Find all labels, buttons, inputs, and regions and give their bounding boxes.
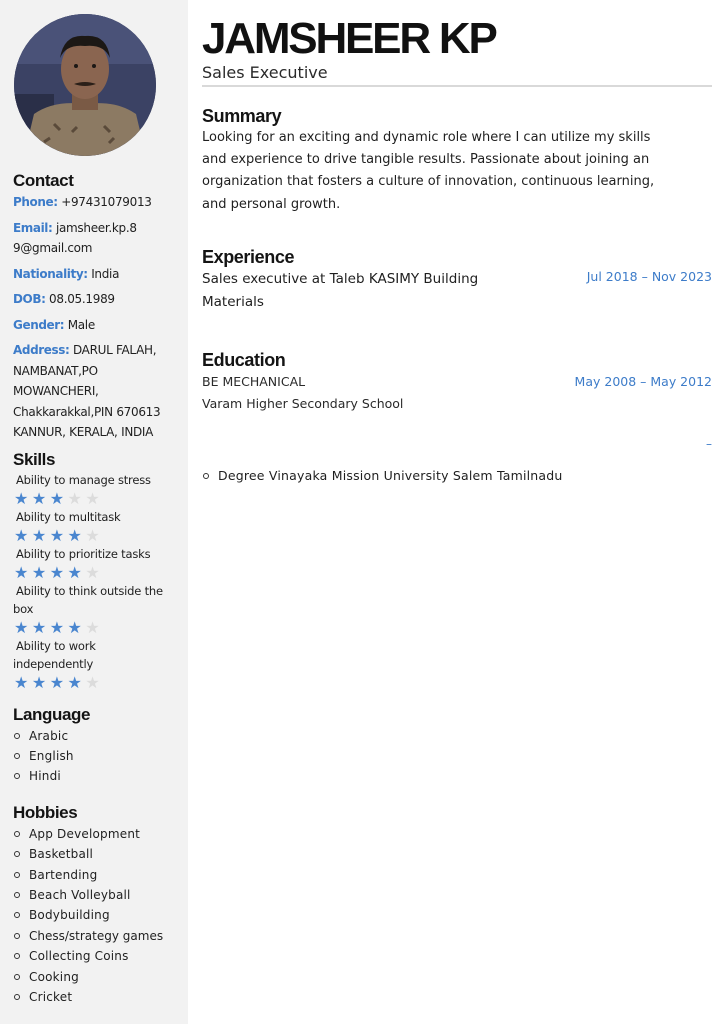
bullet-icon [14,851,20,857]
email-label: Email: [13,220,53,235]
skill-item [13,471,183,510]
job-title: Sales Executive [202,63,328,82]
education-extra [202,415,712,457]
star-filled-icon: ★ [49,525,68,545]
skill-item [13,545,183,584]
bullet-icon [14,773,20,779]
summary-line: Looking for an exciting and dynamic role where I can utilize my skills [202,130,651,145]
summary-text [202,127,702,216]
star-filled-icon: ★ [67,617,86,637]
list-item [13,885,183,905]
profile-photo [14,14,156,156]
star-empty-icon: ★ [85,525,104,545]
education-bullets [202,466,712,486]
skill-name: Ability to think outside the box [13,583,163,616]
skill-item [13,637,183,694]
sidebar-content [13,170,183,1007]
bullet-icon [14,872,20,878]
hobby-label: Cricket [29,989,73,1004]
list-item [13,824,183,844]
language-list [13,726,183,787]
list-item [13,726,183,746]
star-filled-icon: ★ [31,672,50,692]
star-filled-icon: ★ [49,488,68,508]
star-filled-icon: ★ [14,488,32,508]
star-filled-icon: ★ [31,525,50,545]
education-dates: May 2008 – May 2012 [574,373,712,389]
sidebar [0,0,188,1024]
dob-label: DOB: [13,292,46,306]
education-school: Varam Higher Secondary School [202,395,404,411]
language-heading: Language [13,704,91,724]
skill-item [13,582,183,639]
star-filled-icon: ★ [14,525,32,545]
hobby-label: Beach Volleyball [29,887,131,902]
education-degree: BE MECHANICAL [202,373,306,389]
experience-dates: Jul 2018 – Nov 2023 [586,268,712,284]
bullet-icon [14,953,20,959]
hobbies-heading: Hobbies [13,802,78,822]
language-label: English [29,748,74,763]
star-empty-icon: ★ [85,562,104,582]
address-label: Address: [13,343,70,357]
address-line-4: Chakkarakkal,PIN 670613 [13,404,161,419]
bullet-icon [203,473,209,479]
contact-heading: Contact [13,171,74,190]
skill-name: Ability to prioritize tasks [16,546,151,561]
bullet-icon [14,933,20,939]
experience-title-line: Sales executive at Taleb KASIMY Building [202,270,479,287]
dob-line [13,289,183,310]
phone-value: +97431079013 [61,195,152,209]
gender-label: Gender: [13,317,65,332]
bullet-icon [14,912,20,918]
nationality-label: Nationality: [13,266,88,281]
hobbies-list [13,824,183,1008]
hobby-label: Bartending [29,867,98,882]
experience-heading: Experience [202,246,295,267]
experience-title-line: Materials [202,293,264,310]
nationality-line [13,264,183,285]
education-heading: Education [202,349,286,370]
gender-value: Male [67,317,95,332]
star-filled-icon: ★ [67,672,86,692]
hobby-label: Collecting Coins [29,949,129,964]
education-bullet-text: Degree Vinayaka Mission University Salem Tamilnadu [218,467,563,483]
address-line-2: NAMBANAT,PO [13,363,98,378]
skill-name: Ability to work independently [13,638,96,671]
list-item [202,466,712,486]
address-line-5: KANNUR, KERALA, INDIA [13,425,154,439]
address-line [13,340,183,443]
phone-line [13,192,183,213]
bullet-icon [14,733,20,739]
summary-line: and personal growth. [202,196,341,212]
summary-line: organization that fosters a culture of innovation, continuous learning, [202,174,655,190]
nationality-value: India [91,266,120,281]
star-filled-icon: ★ [67,562,86,582]
email-value-part1: jamsheer.kp.8 [55,220,137,235]
list-item [13,865,183,885]
star-filled-icon: ★ [49,562,68,582]
dob-value: 08.05.1989 [49,292,115,306]
hobby-label: Basketball [29,847,94,862]
hobby-label: App Development [29,826,141,841]
star-empty-icon: ★ [85,672,104,692]
email-line [13,218,183,259]
star-empty-icon: ★ [67,488,86,508]
skills-heading: Skills [13,449,56,469]
list-item [13,766,183,786]
bullet-icon [14,974,20,980]
star-rating [13,563,183,584]
star-filled-icon: ★ [49,617,68,637]
star-filled-icon: ★ [14,672,32,692]
star-filled-icon: ★ [31,562,50,582]
star-filled-icon: ★ [31,617,50,637]
candidate-name: JAMSHEER KP [202,14,496,63]
list-item [13,946,183,966]
summary-heading: Summary [202,106,282,126]
education-extra-dates: – [706,436,712,451]
star-rating [13,489,183,510]
hobby-label: Cooking [29,969,79,984]
hobby-label: Chess/strategy games [29,928,164,943]
skill-item [13,508,183,547]
bullet-icon [14,831,20,837]
bullet-icon [14,994,20,1000]
bullet-icon [14,892,20,898]
star-rating [13,673,183,694]
header-divider [202,85,712,87]
address-line-1: DARUL FALAH, [72,343,157,357]
star-filled-icon: ★ [67,525,86,545]
list-item [13,967,183,987]
star-empty-icon: ★ [85,617,104,637]
gender-line [13,315,183,336]
skill-name: Ability to multitask [16,509,121,524]
star-rating [13,618,183,639]
star-filled-icon: ★ [31,488,50,508]
address-line-3: MOWANCHERI, [13,384,99,398]
summary-line: and experience to drive tangible results. Passionate about joining an [202,152,650,168]
phone-label: Phone: [13,195,58,209]
bullet-icon [14,753,20,759]
experience-item [202,268,712,314]
experience-title [202,268,522,314]
star-filled-icon: ★ [49,672,68,692]
list-item [13,926,183,946]
skill-name: Ability to manage stress [16,472,151,487]
list-item [13,746,183,766]
star-empty-icon: ★ [85,488,104,508]
education-item [202,371,712,415]
star-filled-icon: ★ [14,617,32,637]
main-content [202,0,712,486]
star-rating [13,526,183,547]
list-item [13,844,183,864]
language-label: Hindi [29,769,61,784]
star-filled-icon: ★ [14,562,32,582]
hobby-label: Bodybuilding [29,908,110,923]
email-value-part2: 9@gmail.com [13,241,93,255]
language-label: Arabic [29,728,69,743]
list-item [13,905,183,925]
list-item [13,987,183,1007]
